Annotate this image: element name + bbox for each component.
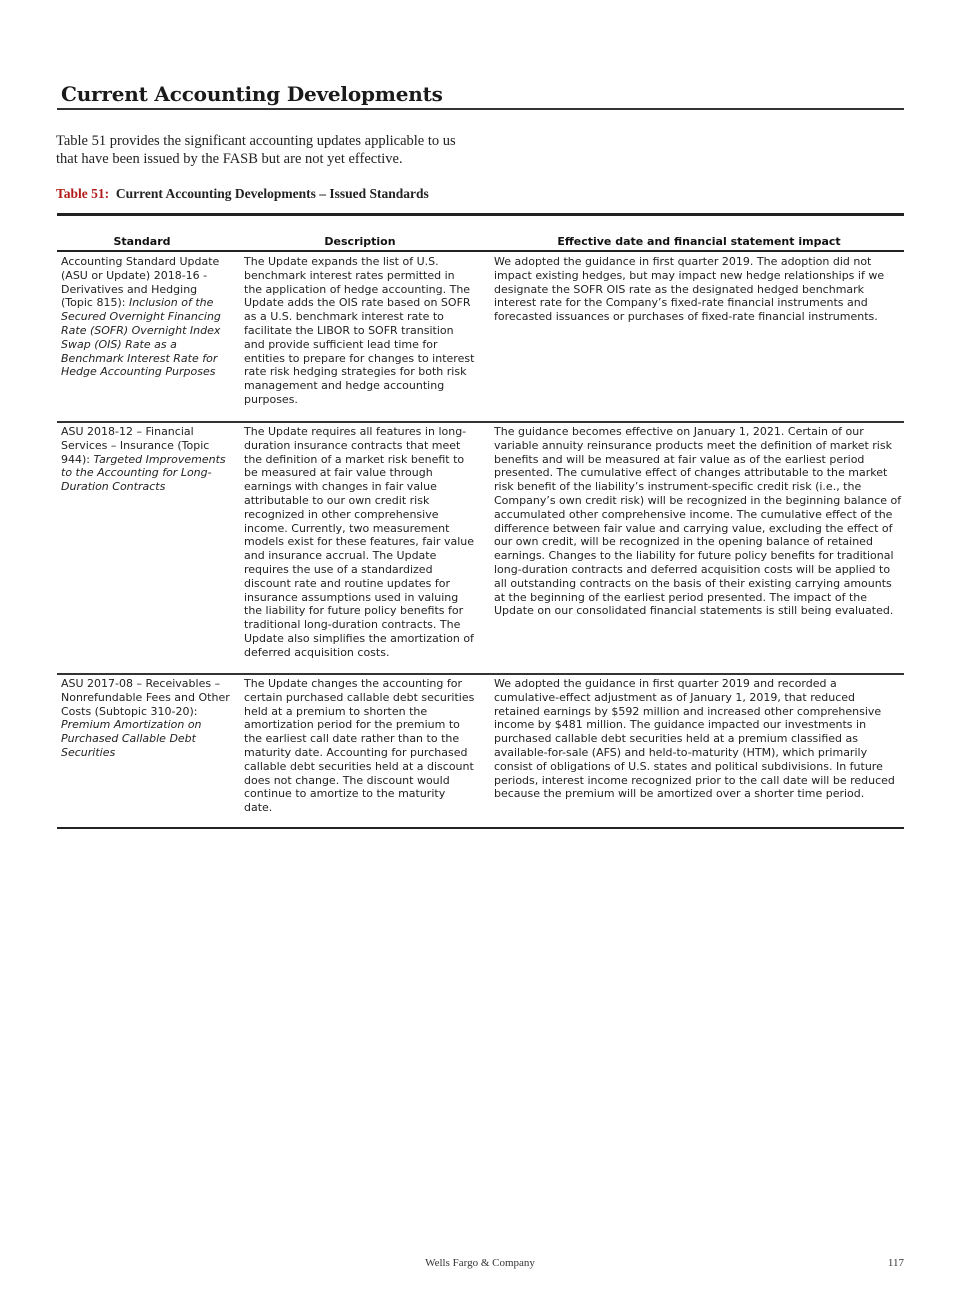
description-cell: The Update expands the list of U.S. benchmark interest rates permitted in the application of hedge accounting. The Update adds the OIS rate based on SOFR as a U.S. benchmark interest rate to facilitate the LIBOR to SOFR transition and provide sufficient lead time for entities to prepare for changes to interest rate risk hedging strategies for both risk management and hedge accounting purposes. [244, 255, 475, 406]
table-bottom-rule [57, 827, 904, 829]
standard-cell [61, 425, 231, 494]
standard-name: ASU 2017-08 – Receivables – Nonrefundable Fees and Other Costs (Subtopic 310-20): [61, 677, 230, 718]
table-caption-title: Current Accounting Developments – Issued Standards [115, 186, 429, 201]
standard-topic: Inclusion of the Secured Overnight Financing Rate (SOFR) Overnight Index Swap (OIS) Rate as a Benchmark Interest Rate for Hedge Accounting Purposes [61, 296, 221, 379]
title-divider [57, 108, 904, 110]
standard-name: ASU 2018-12 – Financial Services – Insurance (Topic 944): [61, 425, 210, 466]
impact-cell: The guidance becomes effective on January 1, 2021. Certain of our variable annuity reinsurance products meet the definition of market risk benefits and will be measured at fair value as of the earliest period presented. The cumulative effect of changes attributable to the market risk benefit of the liability’s instrument-specific credit risk (i.e., the Company’s own credit risk) will be recognized in the beginning balance of accumulated other comprehensive income. The cumulative effect of the difference between fair value and carrying value, excluding the effect of our own credit, will be recognized in the opening balance of retained earnings. Changes to the liability for future policy benefits for traditional long-duration contracts and deferred acquisition costs will be applied to all outstanding contracts on the basis of their existing carrying amounts at the beginning of the earliest period presented. The impact of the Update on our consolidated financial statements is still being evaluated. [494, 425, 902, 618]
impact-cell: We adopted the guidance in first quarter 2019 and recorded a cumulative-effect adjustment as of January 1, 2019, that reduced retained earnings by $592 million and increased other comprehensive income by $481 million. The guidance impacted our investments in purchased callable debt securities held at a premium classified as available-for-sale (AFS) and held-to-maturity (HTM), which primarily consist of obligations of U.S. states and political subdivisions. In future periods, interest income recognized prior to the call date will be reduced because the premium will be amortized over a shorter time period. [494, 677, 895, 801]
page-number: 117 [887, 1257, 904, 1269]
column-header-description: Description [324, 235, 396, 248]
table-caption [56, 186, 756, 202]
standard-cell [61, 255, 231, 379]
row-divider [57, 673, 904, 675]
row-divider [57, 421, 904, 423]
table-header-row [57, 235, 904, 251]
intro-paragraph: Table 51 provides the significant accounting updates applicable to us that have been issued by the FASB but are not yet effective. [56, 133, 456, 167]
standard-topic: Targeted Improvements to the Accounting for Long-Duration Contracts [61, 452, 226, 494]
description-cell: The Update requires all features in long-duration insurance contracts that meet the definition of a market risk benefit to be measured at fair value through earnings with changes in fair value attributable to our own credit risk recognized in other comprehensive income. Currently, two measurement models exist for these features, fair value and insurance accrual. The Update requires the use of a standardized discount rate and routine updates for insurance assumptions used in valuing the liability for future policy benefits for traditional long-duration contracts. The Update also simplifies the amortization of deferred acquisition costs. [244, 425, 475, 659]
column-header-impact: Effective date and financial statement impact [557, 235, 841, 248]
standard-name: Accounting Standard Update (ASU or Update) 2018-16 - Derivatives and Hedging (Topic 815): [61, 255, 220, 310]
standard-topic: Premium Amortization on Purchased Callable Debt Securities [61, 718, 202, 759]
table-header-rule [57, 250, 904, 252]
footer-company-name: Wells Fargo & Company [425, 1257, 535, 1269]
page-title: Current Accounting Developments [61, 82, 443, 106]
standard-cell [61, 677, 231, 760]
description-cell: The Update changes the accounting for certain purchased callable debt securities held at a premium to shorten the amortization period for the premium to the earliest call date rather than to the maturity date. Accounting for purchased callable debt securities held at a discount does not change. The discount would continue to amortize to the maturity date. [244, 677, 475, 815]
impact-cell: We adopted the guidance in first quarter 2019. The adoption did not impact existing hedges, but may impact new hedge relationships if we designate the SOFR OIS rate as the designated hedged benchmark interest rate for the Company’s fixed-rate financial instruments and forecasted issuances or purchases of fixed-rate financial instruments. [494, 255, 885, 324]
table-top-rule [57, 213, 904, 216]
column-header-standard: Standard [113, 235, 171, 248]
table-caption-number: Table 51: [56, 186, 110, 201]
